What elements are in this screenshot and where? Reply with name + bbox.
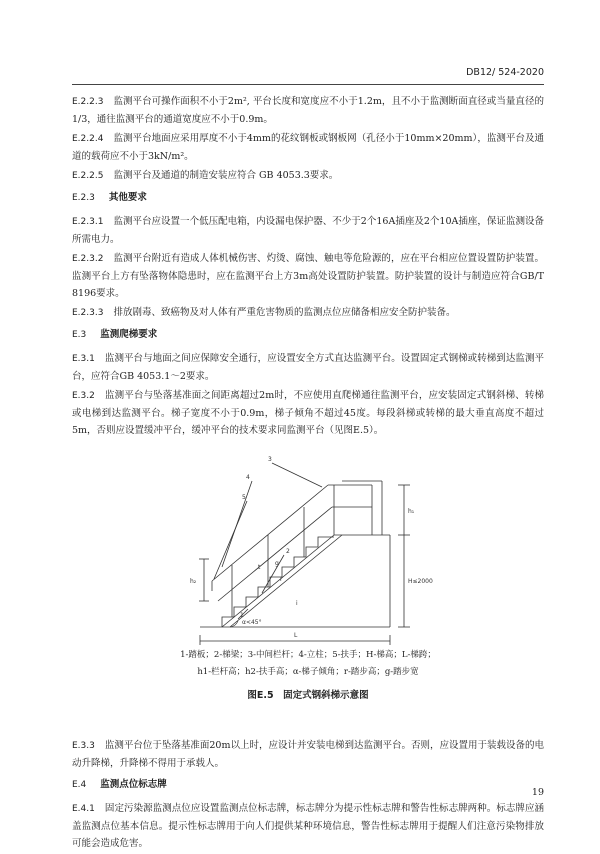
figure-caption: 图E.5 固定式钢斜梯示意图 (247, 690, 369, 701)
clause-number: E.2.2.5 (72, 171, 104, 181)
clause-number: E.2.3.2 (72, 254, 104, 264)
figure-e5 (72, 441, 544, 737)
clause-number: E.3.1 (72, 354, 95, 364)
label-h1: h₁ (408, 508, 415, 515)
handrail (212, 485, 328, 581)
clause-text: 监测平台地面应采用厚度不小于4mm的花纹钢板或钢板网（孔径小于10mm×20mm），监测平台及通道的载荷应不小于3kN/m²。 (72, 133, 544, 162)
clause-text: 监测平台位于坠落基准面20m以上时，应设计并安装电梯到达监测平台。否则，应设置用于装载设备的电动升降梯，升降梯不得用于承载人。 (72, 740, 544, 769)
clause-number: E.3.3 (72, 741, 95, 751)
clause-text: 监测平台及通道的制造安装应符合 GB 4053.3要求。 (113, 170, 339, 181)
heading-text: 其他要求 (108, 192, 147, 203)
figure-legend-1: 1-踏板；2-梯梁；3-中间栏杆；4-立柱；5-扶手；H-梯高；L-梯跨； (180, 650, 436, 660)
heading-number: E.2.3 (72, 193, 95, 203)
label-i: i (296, 600, 298, 607)
label-1: 1 (240, 612, 244, 619)
label-t: t (258, 564, 261, 571)
label-L: L (294, 632, 298, 639)
label-2: 2 (286, 548, 290, 555)
clause-e3-1 (72, 350, 544, 385)
label-4: 4 (246, 474, 250, 481)
clause-number: E.2.2.3 (72, 97, 104, 107)
label-5: 5 (242, 494, 246, 501)
page-number: 19 (531, 787, 544, 798)
clause-e2-2-4 (72, 130, 544, 165)
middle-rail (218, 507, 332, 601)
clause-number: E.2.3.3 (72, 308, 104, 318)
clause-text: 监测平台与坠落基准面之间距离超过2m时，不应使用直爬梯通往监测平台，应安装固定式钢斜梯、转梯或电梯到达监测平台。梯子宽度不小于0.9m，梯子倾角不超过45度。每段斜梯或转梯的最大垂直高度不超过5m，否则应设置缓冲平台，缓冲平台的技术要求同监测平台（见图E.5）。 (72, 390, 544, 436)
heading-number: E.3 (72, 330, 87, 340)
figure-legend-2: h1-栏杆高；h2-扶手高；α-梯子倾角；r-踏步高；g-踏步宽 (197, 667, 419, 677)
clause-e2-3-3 (72, 304, 544, 322)
clause-number: E.2.2.4 (72, 134, 104, 144)
clause-e2-3-1 (72, 213, 544, 248)
clause-e2-3-2 (72, 250, 544, 302)
clause-text: 固定污染源监测点位应设置监测点位标志牌，标志牌分为提示性标志牌和警告性标志牌两种。标志牌应涵盖监测点位基本信息。提示性标志牌用于向人们提供某种环境信息，警告性标志牌用于提醒人们注意污染物排放可能会造成危害。 (72, 803, 544, 849)
heading-e3 (72, 326, 544, 344)
page-content (72, 93, 544, 854)
clause-text: 监测平台应设置一个低压配电箱，内设漏电保护器、不少于2个16A插座及2个10A插座，保证监测设备所需电力。 (72, 216, 544, 245)
clause-e2-2-5 (72, 167, 544, 185)
heading-e2-3 (72, 189, 544, 207)
clause-text: 监测平台与地面之间应保障安全通行，应设置安全方式直达监测平台。设置固定式钢梯或转梯到达监测平台，应符合GB 4053.1～2要求。 (72, 353, 544, 382)
label-r: r (280, 576, 283, 583)
label-3: 3 (268, 456, 272, 463)
clause-number: E.3.2 (72, 391, 95, 401)
clause-text: 监测平台附近有造成人体机械伤害、灼烫、腐蚀、触电等危险源的，应在平台相应位置设置防护装置。监测平台上方有坠落物体隐患时，应在监测平台上方3m高处设置防护装置。防护装置的设计与制造应符合GB/T 8196要求。 (72, 253, 544, 299)
label-g: g (275, 560, 279, 567)
label-h2: h₂ (190, 578, 197, 585)
heading-number: E.4 (72, 780, 87, 790)
header-rule (72, 84, 544, 85)
clause-e2-2-3 (72, 93, 544, 128)
label-H: H≤2000 (408, 578, 433, 585)
clause-e3-3 (72, 737, 544, 772)
heading-e4 (72, 776, 544, 794)
document-code: DB12/ 524-2020 (466, 67, 544, 78)
stringer-lower (222, 535, 334, 627)
clause-e3-2 (72, 387, 544, 439)
clause-text: 监测平台可操作面积不小于2m², 平台长度和宽度应不小于1.2m，且不小于监测断面直径或当量直径的1/3，通往监测平台的通道宽度应不小于0.9m。 (72, 96, 544, 125)
clause-number: E.4.1 (72, 804, 95, 814)
heading-text: 监测点位标志牌 (100, 779, 167, 790)
heading-text: 监测爬梯要求 (100, 329, 158, 340)
label-alpha: α<45° (242, 619, 262, 626)
clause-number: E.2.3.1 (72, 217, 104, 227)
clause-e4-1 (72, 800, 544, 852)
clause-text: 排放剧毒、致癌物及对人体有严重危害物质的监测点位应储备相应安全防护装备。 (113, 307, 456, 318)
